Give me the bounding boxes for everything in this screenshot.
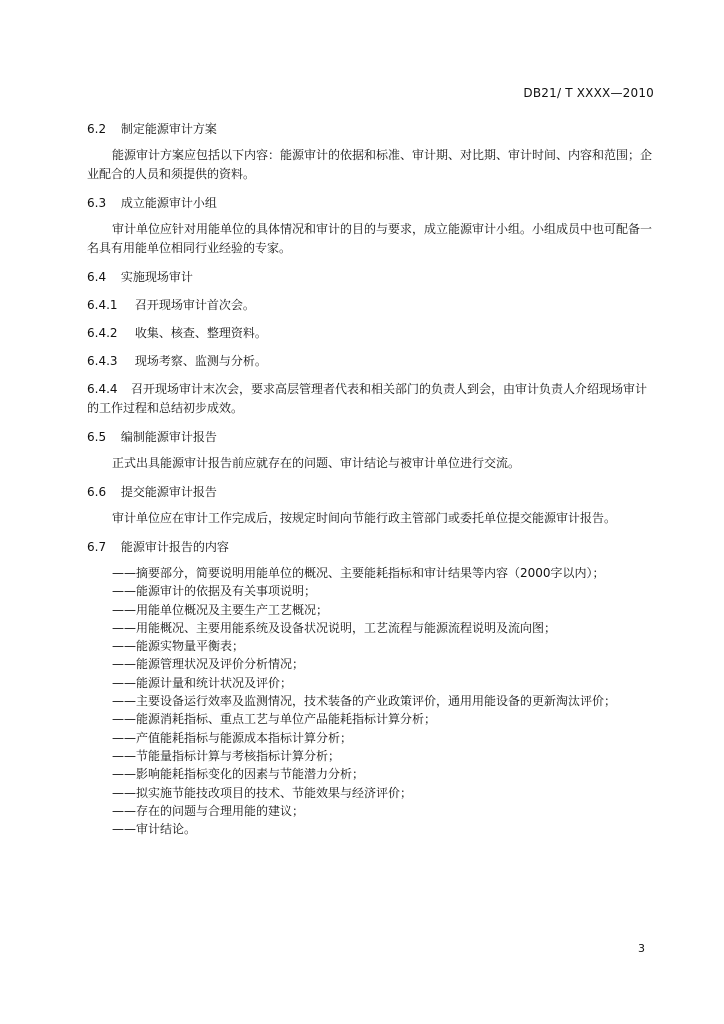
section-text: 召开现场审计末次会，要求高层管理者代表和相关部门的负责人到会，由审计负责人介绍现场审计的工作过程和总结初步成效。 bbox=[87, 382, 648, 415]
section-heading-6-6 bbox=[87, 483, 657, 501]
section-number: 6.4 bbox=[87, 270, 107, 284]
list-item: ——影响能耗指标变化的因素与节能潜力分析； bbox=[112, 767, 365, 782]
list-item: ——摘要部分，简要说明用能单位的概况、主要能耗指标和审计结果等内容（2000字以内）； bbox=[112, 566, 605, 580]
document-code: DB21/ T XXXX—2010 bbox=[523, 86, 654, 100]
list-item: ——拟实施节能技改项目的技术、节能效果与经济评价； bbox=[112, 785, 413, 800]
section-title: 能源审计报告的内容 bbox=[120, 540, 229, 554]
section-title: 实施现场审计 bbox=[120, 270, 193, 284]
section-number: 6.3 bbox=[87, 196, 107, 210]
list-item: ——用能单位概况及主要生产工艺概况； bbox=[112, 602, 329, 617]
section-paragraph-6-4-4 bbox=[87, 380, 657, 418]
section-paragraph-6-3: 审计单位应针对用能单位的具体情况和审计的目的与要求，成立能源审计小组。小组成员中也可配备一名具有用能单位相同行业经验的专家。 bbox=[87, 222, 653, 255]
section-title: 召开现场审计首次会。 bbox=[134, 298, 255, 312]
section-number: 6.4.4 bbox=[87, 382, 118, 396]
list-item: ——能源管理状况及评价分析情况； bbox=[112, 657, 305, 672]
section-number: 6.6 bbox=[87, 485, 107, 499]
section-paragraph-6-5: 正式出具能源审计报告前应就存在的问题、审计结论与被审计单位进行交流。 bbox=[112, 456, 521, 470]
section-number: 6.4.1 bbox=[87, 298, 118, 312]
list-item: ——能源计量和统计状况及评价； bbox=[112, 675, 293, 690]
section-title: 编制能源审计报告 bbox=[120, 430, 217, 444]
list-item: ——审计结论。 bbox=[112, 822, 197, 837]
section-heading-6-7 bbox=[87, 538, 657, 556]
section-heading-6-4-3 bbox=[87, 352, 657, 370]
section-number: 6.2 bbox=[87, 122, 107, 136]
list-item: ——节能量指标计算与考核指标计算分析； bbox=[112, 748, 341, 763]
section-heading-6-4-1 bbox=[87, 296, 657, 314]
list-item: ——能源审计的依据及有关事项说明； bbox=[112, 584, 317, 599]
list-item: ——能源消耗指标、重点工艺与单位产品能耗指标计算分析； bbox=[112, 712, 437, 727]
section-paragraph-6-2: 能源审计方案应包括以下内容：能源审计的依据和标准、审计期、对比期、审计时间、内容和范围；企业配合的人员和须提供的资料。 bbox=[87, 148, 653, 181]
section-title: 收集、核查、整理资料。 bbox=[134, 326, 267, 340]
list-item: ——能源实物量平衡表； bbox=[112, 639, 245, 654]
section-heading-6-5 bbox=[87, 428, 657, 446]
list-item: ——存在的问题与合理用能的建议； bbox=[112, 803, 305, 818]
section-title: 提交能源审计报告 bbox=[120, 485, 217, 499]
section-heading-6-4 bbox=[87, 268, 657, 286]
list-item: ——产值能耗指标与能源成本指标计算分析； bbox=[112, 730, 353, 745]
document-body bbox=[87, 120, 657, 838]
section-number: 6.4.3 bbox=[87, 354, 118, 368]
list-item: ——用能概况、主要用能系统及设备状况说明，工艺流程与能源流程说明及流向图； bbox=[112, 620, 557, 635]
report-content-list bbox=[112, 564, 657, 838]
section-paragraph-6-6: 审计单位应在审计工作完成后，按规定时间向节能行政主管部门或委托单位提交能源审计报告。 bbox=[112, 511, 617, 525]
section-title: 成立能源审计小组 bbox=[120, 196, 217, 210]
section-title: 现场考察、监测与分析。 bbox=[134, 354, 267, 368]
section-heading-6-4-2 bbox=[87, 324, 657, 342]
section-heading-6-2 bbox=[87, 120, 657, 138]
section-number: 6.5 bbox=[87, 430, 107, 444]
section-title: 制定能源审计方案 bbox=[120, 122, 217, 136]
section-heading-6-3 bbox=[87, 194, 657, 212]
section-number: 6.4.2 bbox=[87, 326, 118, 340]
list-item: ——主要设备运行效率及监测情况，技术装备的产业政策评价，通用用能设备的更新淘汰评价； bbox=[112, 694, 617, 709]
section-number: 6.7 bbox=[87, 540, 107, 554]
page-number: 3 bbox=[638, 942, 645, 955]
